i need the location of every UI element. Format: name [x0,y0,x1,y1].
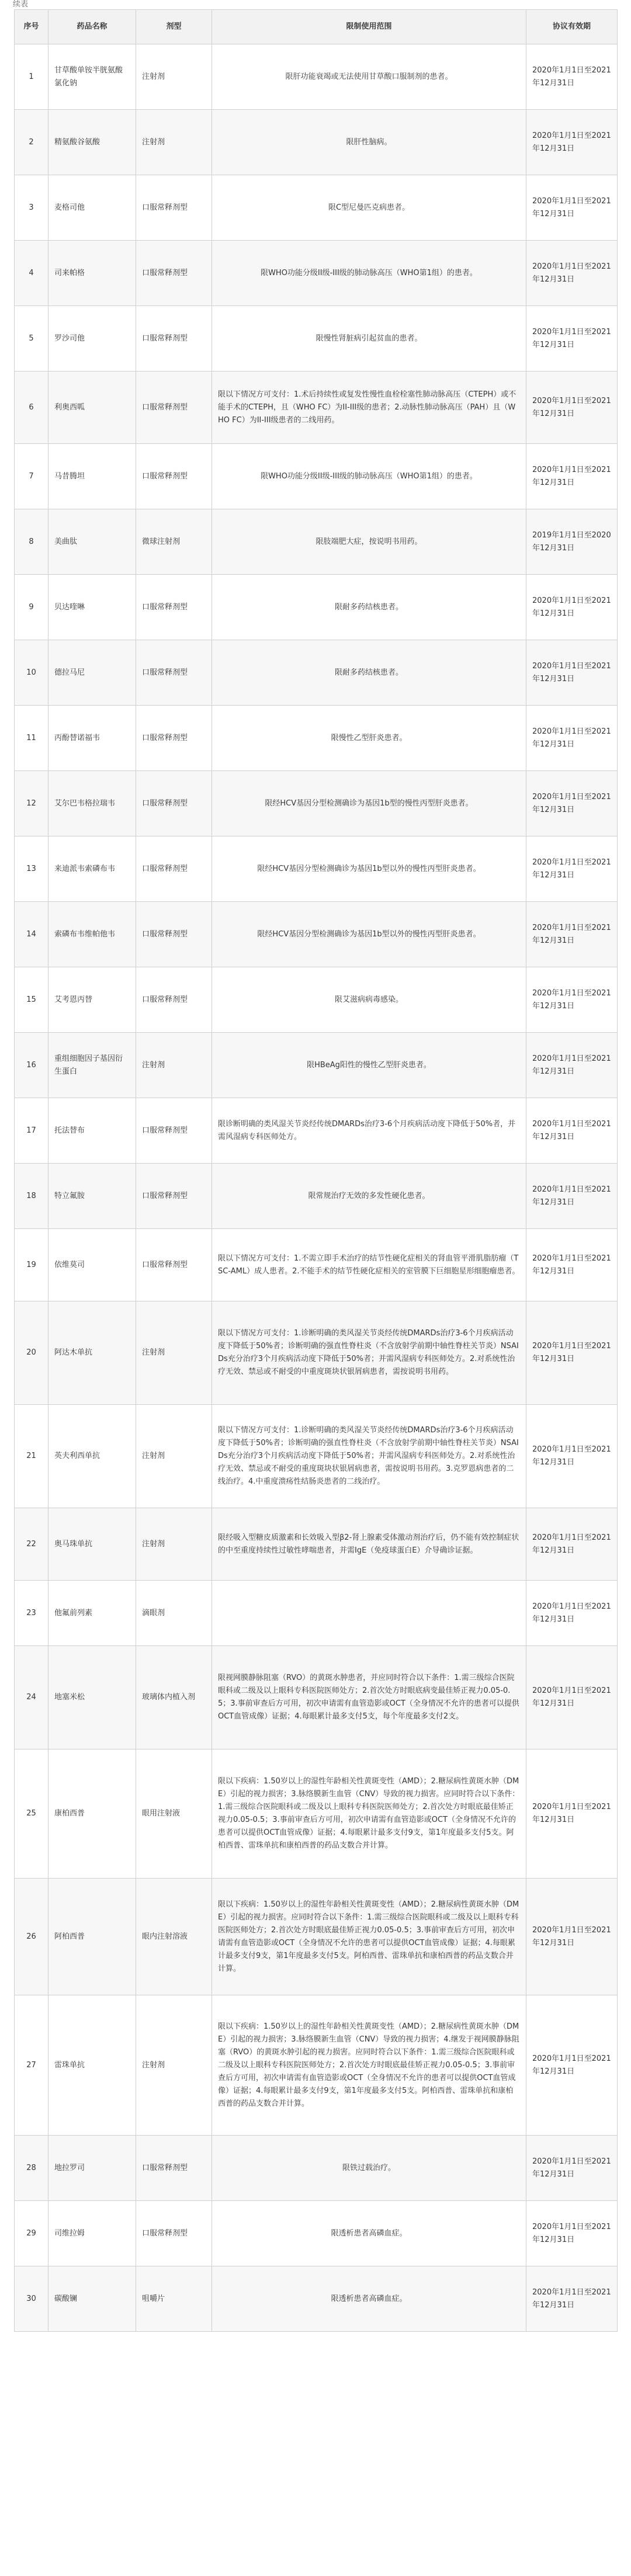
row-no: 30 [15,2266,48,2332]
dosage-form: 口服常释剂型 [136,706,212,771]
restriction-scope: 限经吸入型糖皮质激素和长效吸入型β2-肾上腺素受体激动剂治疗后，仍不能有效控制症状的中至重度持续性过敏性哮喘患者，并需IgE（免疫球蛋白E）介导确诊证据。 [212,1508,526,1581]
restriction-scope: 限慢性乙型肝炎患者。 [212,706,526,771]
drug-name: 美曲肽 [48,509,136,575]
restriction-scope: 限肢端肥大症，按说明书用药。 [212,509,526,575]
drug-name: 阿柏西普 [48,1879,136,1995]
drug-table [14,9,618,2332]
table-row [15,2136,618,2201]
dosage-form: 注射剂 [136,44,212,110]
dosage-form: 口服常释剂型 [136,640,212,706]
table-body [15,44,618,2332]
restriction-scope: 限以下情况方可支付：1.诊断明确的类风湿关节炎经传统DMARDs治疗3-6个月疾病活动度下降低于50%者；诊断明确的强直性脊柱炎（不含放射学前期中轴性脊柱关节炎）NSAIDs充分治疗3个月疾病活动度下降低于50%者；并需风湿病专科医师处方。2.对系统性治疗无效、禁忌或不耐受的重度斑块状银屑病患者，需按说明书用药。3.克罗恩病患者的二线治疗。4.中重度溃疡性结肠炎患者的二线治疗。 [212,1405,526,1508]
table-row [15,1508,618,1581]
agreement-period: 2020年1月1日至2021年12月31日 [526,2201,618,2266]
table-row [15,575,618,640]
drug-name: 艾考恩丙替 [48,967,136,1033]
dosage-form: 口服常释剂型 [136,575,212,640]
agreement-period: 2020年1月1日至2021年12月31日 [526,771,618,836]
table-row [15,967,618,1033]
restriction-scope: 限艾滋病病毒感染。 [212,967,526,1033]
dosage-form: 口服常释剂型 [136,2136,212,2201]
dosage-form: 注射剂 [136,110,212,175]
row-no: 22 [15,1508,48,1581]
drug-name: 罗沙司他 [48,306,136,372]
header-dosage-form: 剂型 [136,10,212,44]
agreement-period: 2020年1月1日至2021年12月31日 [526,1033,618,1098]
row-no: 28 [15,2136,48,2201]
table-row [15,1164,618,1229]
table-row [15,1405,618,1508]
row-no: 2 [15,110,48,175]
table-row [15,706,618,771]
drug-name: 托法替布 [48,1098,136,1164]
drug-name: 贝达喹啉 [48,575,136,640]
agreement-period: 2020年1月1日至2021年12月31日 [526,444,618,509]
table-row [15,1749,618,1879]
agreement-period: 2020年1月1日至2021年12月31日 [526,1098,618,1164]
header-drug-name: 药品名称 [48,10,136,44]
restriction-scope: 限肝性脑病。 [212,110,526,175]
drug-name: 他氟前列素 [48,1581,136,1646]
table-row [15,2201,618,2266]
row-no: 17 [15,1098,48,1164]
drug-name: 康柏西普 [48,1749,136,1879]
row-no: 15 [15,967,48,1033]
agreement-period: 2020年1月1日至2021年12月31日 [526,836,618,902]
restriction-scope: 限经HCV基因分型检测确诊为基因1b型以外的慢性丙型肝炎患者。 [212,836,526,902]
restriction-scope: 限以下疾病：1.50岁以上的湿性年龄相关性黄斑变性（AMD）；2.糖尿病性黄斑水肿（DME）引起的视力损害。应同时符合以下条件：1.需三级综合医院眼科或二级及以上眼科专科医院医师处方；2.首次处方时眼底最佳矫正视力0.05-0.5；3.事前审查后方可用，初次申请需有血管造影或OCT（全身情况不允许的患者可以提供OCT血管成像）证据；4.每眼累计最多支付9支，第1年度最多支付5支。阿柏西普、雷珠单抗和康柏西普的药品支数合并计算。 [212,1879,526,1995]
agreement-period: 2020年1月1日至2021年12月31日 [526,2136,618,2201]
table-row [15,836,618,902]
drug-name: 阿达木单抗 [48,1301,136,1405]
dosage-form: 眼内注射溶液 [136,1879,212,1995]
row-no: 3 [15,175,48,241]
restriction-scope: 限诊断明确的类风湿关节炎经传统DMARDs治疗3-6个月疾病活动度下降低于50%者，并需风湿病专科医师处方。 [212,1098,526,1164]
agreement-period: 2020年1月1日至2021年12月31日 [526,1749,618,1879]
row-no: 19 [15,1229,48,1301]
agreement-period: 2020年1月1日至2021年12月31日 [526,306,618,372]
drug-name: 重组细胞因子基因衍生蛋白 [48,1033,136,1098]
drug-name: 奥马珠单抗 [48,1508,136,1581]
row-no: 1 [15,44,48,110]
table-row [15,509,618,575]
dosage-form: 口服常释剂型 [136,1098,212,1164]
dosage-form: 口服常释剂型 [136,902,212,967]
continued-note: 续表 [13,0,29,9]
drug-name: 艾尔巴韦格拉瑞韦 [48,771,136,836]
table-row [15,444,618,509]
dosage-form: 咀嚼片 [136,2266,212,2332]
dosage-form: 注射剂 [136,1405,212,1508]
dosage-form: 注射剂 [136,1033,212,1098]
dosage-form: 口服常释剂型 [136,372,212,444]
table-row [15,372,618,444]
row-no: 26 [15,1879,48,1995]
dosage-form: 口服常释剂型 [136,1229,212,1301]
row-no: 23 [15,1581,48,1646]
header-restriction-scope: 限制使用范围 [212,10,526,44]
restriction-scope: 限经HCV基因分型检测确诊为基因1b型的慢性丙型肝炎患者。 [212,771,526,836]
table-row [15,2266,618,2332]
agreement-period: 2020年1月1日至2021年12月31日 [526,1508,618,1581]
agreement-period: 2020年1月1日至2021年12月31日 [526,241,618,306]
agreement-period: 2020年1月1日至2021年12月31日 [526,1995,618,2136]
agreement-period: 2020年1月1日至2021年12月31日 [526,575,618,640]
restriction-scope: 限慢性肾脏病引起贫血的患者。 [212,306,526,372]
agreement-period: 2020年1月1日至2021年12月31日 [526,372,618,444]
restriction-scope: 限肝功能衰竭或无法使用甘草酸口服制剂的患者。 [212,44,526,110]
row-no: 21 [15,1405,48,1508]
restriction-scope: 限WHO功能分级II级-III级的肺动脉高压（WHO第1组）的患者。 [212,241,526,306]
drug-name: 精氨酸谷氨酸 [48,110,136,175]
table-row [15,1229,618,1301]
drug-name: 英夫利西单抗 [48,1405,136,1508]
row-no: 7 [15,444,48,509]
row-no: 14 [15,902,48,967]
row-no: 12 [15,771,48,836]
dosage-form: 注射剂 [136,1995,212,2136]
row-no: 16 [15,1033,48,1098]
table-row [15,902,618,967]
restriction-scope: 限经HCV基因分型检测确诊为基因1b型以外的慢性丙型肝炎患者。 [212,902,526,967]
row-no: 4 [15,241,48,306]
row-no: 13 [15,836,48,902]
header-no: 序号 [15,10,48,44]
agreement-period: 2020年1月1日至2021年12月31日 [526,1646,618,1749]
row-no: 24 [15,1646,48,1749]
dosage-form: 注射剂 [136,1301,212,1405]
restriction-scope: 限HBeAg阳性的慢性乙型肝炎患者。 [212,1033,526,1098]
agreement-period: 2020年1月1日至2021年12月31日 [526,1164,618,1229]
agreement-period: 2020年1月1日至2021年12月31日 [526,706,618,771]
drug-name: 依维莫司 [48,1229,136,1301]
drug-name: 碳酸镧 [48,2266,136,2332]
table-row [15,1033,618,1098]
row-no: 27 [15,1995,48,2136]
agreement-period: 2020年1月1日至2021年12月31日 [526,44,618,110]
row-no: 8 [15,509,48,575]
table-row [15,771,618,836]
restriction-scope: 限WHO功能分级II级-III级的肺动脉高压（WHO第1组）的患者。 [212,444,526,509]
agreement-period: 2019年1月1日至2020年12月31日 [526,509,618,575]
drug-name: 地塞米松 [48,1646,136,1749]
restriction-scope: 限常规治疗无效的多发性硬化患者。 [212,1164,526,1229]
restriction-scope: 限耐多药结核患者。 [212,575,526,640]
agreement-period: 2020年1月1日至2021年12月31日 [526,1581,618,1646]
drug-name: 德拉马尼 [48,640,136,706]
restriction-scope: 限视网膜静脉阻塞（RVO）的黄斑水肿患者，并应同时符合以下条件：1.需三级综合医院眼科或二级及以上眼科专科医院医师处方；2.首次处方时眼底病变最佳矫正视力0.05-0.5；3.事前审查后方可用，初次申请需有血管造影或OCT（全身情况不允许的患者可以提供OCT血管成像）证据；4.每眼累计最多支付5支，每个年度最多支付2支。 [212,1646,526,1749]
agreement-period: 2020年1月1日至2021年12月31日 [526,1229,618,1301]
agreement-period: 2020年1月1日至2021年12月31日 [526,967,618,1033]
drug-name: 特立氟胺 [48,1164,136,1229]
agreement-period: 2020年1月1日至2021年12月31日 [526,1301,618,1405]
dosage-form: 口服常释剂型 [136,1164,212,1229]
table-header-row [15,10,618,44]
agreement-period: 2020年1月1日至2021年12月31日 [526,1879,618,1995]
restriction-scope [212,1581,526,1646]
table-row [15,1301,618,1405]
drug-name: 司维拉姆 [48,2201,136,2266]
dosage-form: 注射剂 [136,1508,212,1581]
restriction-scope: 限以下情况方可支付：1.诊断明确的类风湿关节炎经传统DMARDs治疗3-6个月疾病活动度下降低于50%者；诊断明确的强直性脊柱炎（不含放射学前期中轴性脊柱关节炎）NSAIDs充分治疗3个月疾病活动度下降低于50%者；并需风湿病专科医师处方。2.对系统性治疗无效、禁忌或不耐受的中重度斑块状银屑病患者，需按说明书用药。 [212,1301,526,1405]
row-no: 29 [15,2201,48,2266]
table-row [15,1646,618,1749]
drug-name: 利奥西呱 [48,372,136,444]
agreement-period: 2020年1月1日至2021年12月31日 [526,902,618,967]
table-row [15,1098,618,1164]
restriction-scope: 限以下情况方可支付：1.术后持续性或复发性慢性血栓栓塞性肺动脉高压（CTEPH）或不能手术的CTEPH，且（WHO FC）为II-III级的患者；2.动脉性肺动脉高压（PAH）且（WHO FC）为II-III级患者的二线用药。 [212,372,526,444]
dosage-form: 口服常释剂型 [136,241,212,306]
dosage-form: 口服常释剂型 [136,771,212,836]
row-no: 11 [15,706,48,771]
drug-name: 来迪派韦索磷布韦 [48,836,136,902]
drug-name: 麦格司他 [48,175,136,241]
header-agreement-period: 协议有效期 [526,10,618,44]
drug-name: 丙酚替诺福韦 [48,706,136,771]
table-row [15,1879,618,1995]
table-row [15,640,618,706]
restriction-scope: 限C型尼曼匹克病患者。 [212,175,526,241]
drug-name: 索磷布韦维帕他韦 [48,902,136,967]
dosage-form: 口服常释剂型 [136,967,212,1033]
dosage-form: 口服常释剂型 [136,2201,212,2266]
row-no: 5 [15,306,48,372]
table-row [15,1581,618,1646]
dosage-form: 口服常释剂型 [136,836,212,902]
row-no: 20 [15,1301,48,1405]
row-no: 10 [15,640,48,706]
dosage-form: 玻璃体内植入剂 [136,1646,212,1749]
dosage-form: 微球注射剂 [136,509,212,575]
restriction-scope: 限以下疾病：1.50岁以上的湿性年龄相关性黄斑变性（AMD）；2.糖尿病性黄斑水肿（DME）引起的视力损害；3.脉络膜新生血管（CNV）导致的视力损害。应同时符合以下条件：1.需三级综合医院眼科或二级及以上眼科专科医院医师处方；2.首次处方时眼底最佳矫正视力0.05-0.5；3.事前审查后方可用，初次申请需有血管造影或OCT（全身情况不允许的患者可以提供OCT血管成像）证据；4.每眼累计最多支付9支，第1年度最多支付5支。阿柏西普、雷珠单抗和康柏西普的药品支数合并计算。 [212,1749,526,1879]
restriction-scope: 限透析患者高磷血症。 [212,2201,526,2266]
table-row [15,241,618,306]
table-row [15,306,618,372]
table-row [15,110,618,175]
drug-name: 甘草酸单铵半胱氨酸氯化钠 [48,44,136,110]
agreement-period: 2020年1月1日至2021年12月31日 [526,2266,618,2332]
dosage-form: 口服常释剂型 [136,444,212,509]
table-row [15,175,618,241]
table-row [15,1995,618,2136]
table-row [15,44,618,110]
agreement-period: 2020年1月1日至2021年12月31日 [526,175,618,241]
dosage-form: 口服常释剂型 [136,175,212,241]
drug-name: 地拉罗司 [48,2136,136,2201]
dosage-form: 眼用注射液 [136,1749,212,1879]
agreement-period: 2020年1月1日至2021年12月31日 [526,640,618,706]
row-no: 25 [15,1749,48,1879]
restriction-scope: 限透析患者高磷血症。 [212,2266,526,2332]
dosage-form: 滴眼剂 [136,1581,212,1646]
drug-name: 马昔腾坦 [48,444,136,509]
drug-name: 司来帕格 [48,241,136,306]
drug-name: 雷珠单抗 [48,1995,136,2136]
row-no: 6 [15,372,48,444]
restriction-scope: 限以下疾病：1.50岁以上的湿性年龄相关性黄斑变性（AMD）；2.糖尿病性黄斑水肿（DME）引起的视力损害；3.脉络膜新生血管（CNV）导致的视力损害；4.继发于视网膜静脉阻塞（RVO）的黄斑水肿引起的视力损害。应同时符合以下条件：1.需三级综合医院眼科或二级及以上眼科专科医院医师处方；2.首次处方时眼底最佳矫正视力0.05-0.5；3.事前审查后方可用，初次申请需有血管造影或OCT（全身情况不允许的患者可以提供OCT血管成像）证据；4.每眼累计最多支付9支，第1年度最多支付5支。阿柏西普、雷珠单抗和康柏西普的药品支数合并计算。 [212,1995,526,2136]
restriction-scope: 限铁过载治疗。 [212,2136,526,2201]
dosage-form: 口服常释剂型 [136,306,212,372]
row-no: 18 [15,1164,48,1229]
restriction-scope: 限耐多药结核患者。 [212,640,526,706]
agreement-period: 2020年1月1日至2021年12月31日 [526,110,618,175]
agreement-period: 2020年1月1日至2021年12月31日 [526,1405,618,1508]
restriction-scope: 限以下情况方可支付：1.不需立即手术治疗的结节性硬化症相关的肾血管平滑肌脂肪瘤（TSC-AML）成人患者。2.不能手术的结节性硬化症相关的室管膜下巨细胞星形细胞瘤患者。 [212,1229,526,1301]
row-no: 9 [15,575,48,640]
